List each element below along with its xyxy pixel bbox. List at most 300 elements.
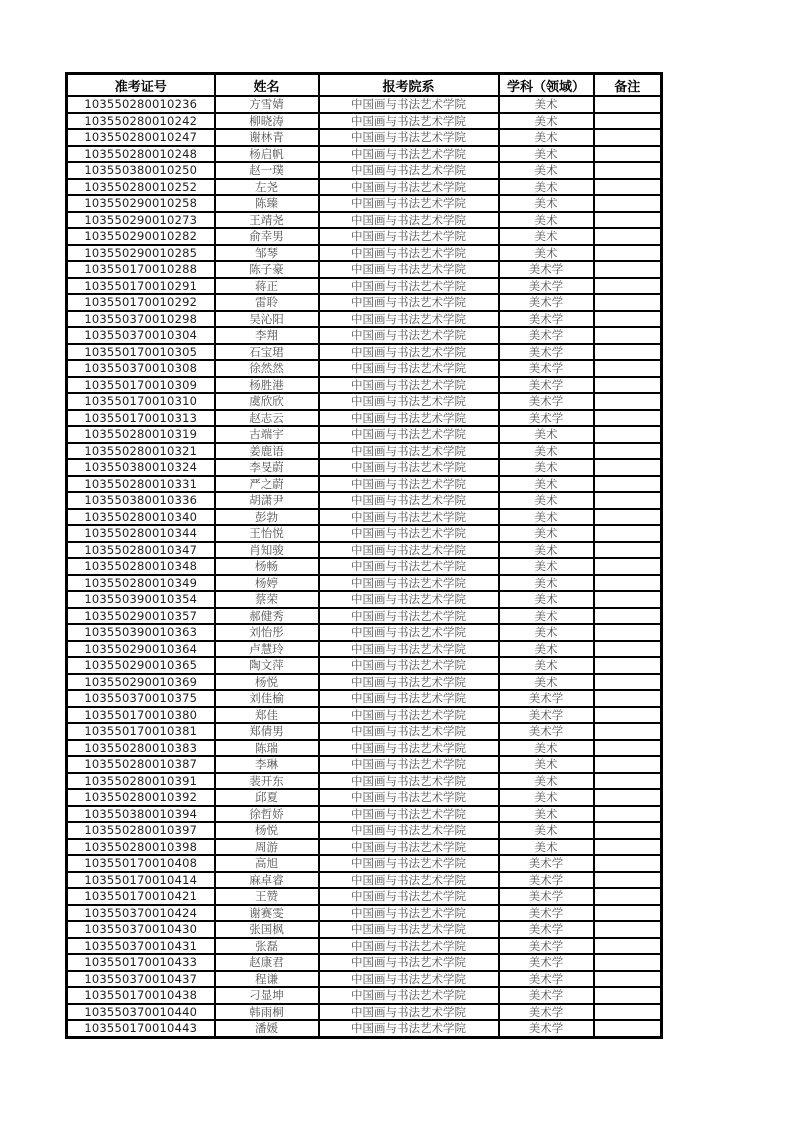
table-row <box>67 921 662 938</box>
subject-cell: 美术学 <box>499 393 594 410</box>
department-cell: 中国画与书法艺术学院 <box>319 839 499 856</box>
name-cell: 俞幸男 <box>215 228 319 245</box>
name-cell: 郑佳 <box>215 707 319 724</box>
remark-cell <box>594 872 662 889</box>
exam-id-cell: 103550170010305 <box>67 344 215 361</box>
exam-id-cell: 103550280010387 <box>67 756 215 773</box>
name-cell: 蒋正 <box>215 278 319 295</box>
department-cell: 中国画与书法艺术学院 <box>319 443 499 460</box>
exam-id-cell: 103550390010354 <box>67 591 215 608</box>
table-row <box>67 558 662 575</box>
department-cell: 中国画与书法艺术学院 <box>319 756 499 773</box>
exam-id-cell: 103550280010248 <box>67 146 215 163</box>
exam-id-cell: 103550280010349 <box>67 575 215 592</box>
subject-cell: 美术 <box>499 575 594 592</box>
table-row <box>67 690 662 707</box>
table-row <box>67 525 662 542</box>
exam-id-cell: 103550170010291 <box>67 278 215 295</box>
remark-cell <box>594 96 662 113</box>
remark-cell <box>594 641 662 658</box>
department-cell: 中国画与书法艺术学院 <box>319 377 499 394</box>
subject-cell: 美术 <box>499 839 594 856</box>
name-cell: 刘佳榆 <box>215 690 319 707</box>
table-row <box>67 971 662 988</box>
name-cell: 赵一璞 <box>215 162 319 179</box>
remark-cell <box>594 756 662 773</box>
subject-cell: 美术学 <box>499 294 594 311</box>
subject-cell: 美术学 <box>499 311 594 328</box>
exam-id-cell: 103550170010313 <box>67 410 215 427</box>
exam-id-cell: 103550170010414 <box>67 872 215 889</box>
subject-cell: 美术学 <box>499 690 594 707</box>
subject-cell: 美术学 <box>499 938 594 955</box>
remark-cell <box>594 146 662 163</box>
remark-cell <box>594 195 662 212</box>
exam-id-cell: 103550170010309 <box>67 377 215 394</box>
subject-cell: 美术学 <box>499 855 594 872</box>
remark-cell <box>594 1004 662 1021</box>
name-cell: 陈臻 <box>215 195 319 212</box>
name-cell: 杨胜港 <box>215 377 319 394</box>
name-cell: 左尧 <box>215 179 319 196</box>
remark-cell <box>594 971 662 988</box>
subject-cell: 美术学 <box>499 723 594 740</box>
name-cell: 赵志云 <box>215 410 319 427</box>
department-cell: 中国画与书法艺术学院 <box>319 690 499 707</box>
subject-cell: 美术 <box>499 624 594 641</box>
name-cell: 彭勃 <box>215 509 319 526</box>
table-row <box>67 624 662 641</box>
subject-cell: 美术 <box>499 179 594 196</box>
department-cell: 中国画与书法艺术学院 <box>319 228 499 245</box>
remark-cell <box>594 624 662 641</box>
exam-id-cell: 103550370010298 <box>67 311 215 328</box>
department-cell: 中国画与书法艺术学院 <box>319 245 499 262</box>
table-row <box>67 888 662 905</box>
table-row <box>67 756 662 773</box>
department-cell: 中国画与书法艺术学院 <box>319 360 499 377</box>
department-cell: 中国画与书法艺术学院 <box>319 707 499 724</box>
name-cell: 潘媛 <box>215 1020 319 1037</box>
table-row <box>67 542 662 559</box>
table-row <box>67 822 662 839</box>
remark-cell <box>594 443 662 460</box>
exam-id-cell: 103550380010250 <box>67 162 215 179</box>
subject-cell: 美术学 <box>499 261 594 278</box>
subject-cell: 美术学 <box>499 1020 594 1037</box>
table-row <box>67 344 662 361</box>
remark-cell <box>594 558 662 575</box>
subject-cell: 美术 <box>499 509 594 526</box>
name-cell: 肖知骏 <box>215 542 319 559</box>
subject-cell: 美术学 <box>499 278 594 295</box>
exam-id-cell: 103550380010324 <box>67 459 215 476</box>
header-exam-id: 准考证号 <box>67 74 215 97</box>
header-row <box>67 74 662 97</box>
remark-cell <box>594 278 662 295</box>
table-row <box>67 575 662 592</box>
department-cell: 中国画与书法艺术学院 <box>319 426 499 443</box>
exam-id-cell: 103550280010391 <box>67 773 215 790</box>
remark-cell <box>594 591 662 608</box>
exam-id-cell: 103550370010437 <box>67 971 215 988</box>
remark-cell <box>594 459 662 476</box>
table-row <box>67 212 662 229</box>
header-remark: 备注 <box>594 74 662 97</box>
subject-cell: 美术 <box>499 146 594 163</box>
department-cell: 中国画与书法艺术学院 <box>319 971 499 988</box>
name-cell: 蔡荣 <box>215 591 319 608</box>
department-cell: 中国画与书法艺术学院 <box>319 822 499 839</box>
remark-cell <box>594 509 662 526</box>
subject-cell: 美术 <box>499 591 594 608</box>
department-cell: 中国画与书法艺术学院 <box>319 855 499 872</box>
exam-id-cell: 103550370010304 <box>67 327 215 344</box>
table-row <box>67 294 662 311</box>
remark-cell <box>594 410 662 427</box>
subject-cell: 美术学 <box>499 360 594 377</box>
department-cell: 中国画与书法艺术学院 <box>319 327 499 344</box>
subject-cell: 美术 <box>499 96 594 113</box>
department-cell: 中国画与书法艺术学院 <box>319 1004 499 1021</box>
exam-id-cell: 103550170010381 <box>67 723 215 740</box>
name-cell: 卢慧玲 <box>215 641 319 658</box>
exam-id-cell: 103550280010397 <box>67 822 215 839</box>
department-cell: 中国画与书法艺术学院 <box>319 806 499 823</box>
table-row <box>67 492 662 509</box>
subject-cell: 美术 <box>499 608 594 625</box>
exam-id-cell: 103550370010431 <box>67 938 215 955</box>
subject-cell: 美术学 <box>499 888 594 905</box>
name-cell: 王赞 <box>215 888 319 905</box>
table-row <box>67 806 662 823</box>
exam-id-cell: 103550280010340 <box>67 509 215 526</box>
exam-id-cell: 103550370010308 <box>67 360 215 377</box>
header-name: 姓名 <box>215 74 319 97</box>
remark-cell <box>594 707 662 724</box>
table-row <box>67 129 662 146</box>
subject-cell: 美术 <box>499 245 594 262</box>
name-cell: 李琳 <box>215 756 319 773</box>
table-row <box>67 509 662 526</box>
subject-cell: 美术 <box>499 228 594 245</box>
department-cell: 中国画与书法艺术学院 <box>319 525 499 542</box>
department-cell: 中国画与书法艺术学院 <box>319 1020 499 1037</box>
exam-id-cell: 103550290010285 <box>67 245 215 262</box>
table-row <box>67 938 662 955</box>
subject-cell: 美术学 <box>499 872 594 889</box>
remark-cell <box>594 377 662 394</box>
exam-id-cell: 103550170010438 <box>67 987 215 1004</box>
remark-cell <box>594 789 662 806</box>
remark-cell <box>594 476 662 493</box>
remark-cell <box>594 806 662 823</box>
subject-cell: 美术 <box>499 773 594 790</box>
remark-cell <box>594 327 662 344</box>
table-row <box>67 443 662 460</box>
remark-cell <box>594 129 662 146</box>
name-cell: 严之蔚 <box>215 476 319 493</box>
subject-cell: 美术学 <box>499 344 594 361</box>
header-subject: 学科（领域） <box>499 74 594 97</box>
remark-cell <box>594 888 662 905</box>
table-row <box>67 855 662 872</box>
department-cell: 中国画与书法艺术学院 <box>319 921 499 938</box>
department-cell: 中国画与书法艺术学院 <box>319 674 499 691</box>
department-cell: 中国画与书法艺术学院 <box>319 195 499 212</box>
exam-id-cell: 103550170010443 <box>67 1020 215 1037</box>
remark-cell <box>594 987 662 1004</box>
remark-cell <box>594 938 662 955</box>
remark-cell <box>594 426 662 443</box>
name-cell: 虞欣欣 <box>215 393 319 410</box>
subject-cell: 美术学 <box>499 410 594 427</box>
remark-cell <box>594 179 662 196</box>
exam-id-cell: 103550280010319 <box>67 426 215 443</box>
table-row <box>67 360 662 377</box>
subject-cell: 美术 <box>499 558 594 575</box>
exam-id-cell: 103550280010348 <box>67 558 215 575</box>
exam-id-cell: 103550170010433 <box>67 954 215 971</box>
department-cell: 中国画与书法艺术学院 <box>319 162 499 179</box>
table-row <box>67 839 662 856</box>
exam-id-cell: 103550390010363 <box>67 624 215 641</box>
exam-id-cell: 103550290010273 <box>67 212 215 229</box>
name-cell: 刁显坤 <box>215 987 319 1004</box>
remark-cell <box>594 212 662 229</box>
table-row <box>67 311 662 328</box>
exam-id-cell: 103550280010331 <box>67 476 215 493</box>
table-row <box>67 377 662 394</box>
name-cell: 韩雨桐 <box>215 1004 319 1021</box>
name-cell: 张国枫 <box>215 921 319 938</box>
remark-cell <box>594 740 662 757</box>
name-cell: 高旭 <box>215 855 319 872</box>
table-row <box>67 228 662 245</box>
department-cell: 中国画与书法艺术学院 <box>319 113 499 130</box>
remark-cell <box>594 261 662 278</box>
department-cell: 中国画与书法艺术学院 <box>319 179 499 196</box>
remark-cell <box>594 690 662 707</box>
table-row <box>67 261 662 278</box>
exam-id-cell: 103550280010344 <box>67 525 215 542</box>
department-cell: 中国画与书法艺术学院 <box>319 459 499 476</box>
name-cell: 陈瑞 <box>215 740 319 757</box>
table-row <box>67 674 662 691</box>
exam-id-cell: 103550290010357 <box>67 608 215 625</box>
exam-id-cell: 103550170010380 <box>67 707 215 724</box>
name-cell: 古端宇 <box>215 426 319 443</box>
name-cell: 谢赛雯 <box>215 905 319 922</box>
remark-cell <box>594 1020 662 1037</box>
exam-id-cell: 103550170010292 <box>67 294 215 311</box>
name-cell: 胡潇尹 <box>215 492 319 509</box>
name-cell: 郝健秀 <box>215 608 319 625</box>
exam-id-cell: 103550280010252 <box>67 179 215 196</box>
remark-cell <box>594 162 662 179</box>
remark-cell <box>594 245 662 262</box>
remark-cell <box>594 360 662 377</box>
remark-cell <box>594 674 662 691</box>
department-cell: 中国画与书法艺术学院 <box>319 278 499 295</box>
table-row <box>67 162 662 179</box>
table-row <box>67 179 662 196</box>
remark-cell <box>594 954 662 971</box>
subject-cell: 美术 <box>499 212 594 229</box>
exam-id-cell: 103550170010421 <box>67 888 215 905</box>
table-row <box>67 723 662 740</box>
table-row <box>67 1020 662 1037</box>
table-row <box>67 96 662 113</box>
remark-cell <box>594 311 662 328</box>
department-cell: 中国画与书法艺术学院 <box>319 212 499 229</box>
name-cell: 方雪婧 <box>215 96 319 113</box>
header-department: 报考院系 <box>319 74 499 97</box>
remark-cell <box>594 542 662 559</box>
department-cell: 中国画与书法艺术学院 <box>319 657 499 674</box>
remark-cell <box>594 344 662 361</box>
exam-id-cell: 103550370010375 <box>67 690 215 707</box>
remark-cell <box>594 393 662 410</box>
subject-cell: 美术学 <box>499 954 594 971</box>
table-row <box>67 789 662 806</box>
exam-id-cell: 103550290010282 <box>67 228 215 245</box>
name-cell: 杨启帆 <box>215 146 319 163</box>
subject-cell: 美术 <box>499 525 594 542</box>
exam-id-cell: 103550170010288 <box>67 261 215 278</box>
name-cell: 周游 <box>215 839 319 856</box>
name-cell: 陶文萍 <box>215 657 319 674</box>
subject-cell: 美术 <box>499 162 594 179</box>
table-row <box>67 146 662 163</box>
name-cell: 杨悦 <box>215 674 319 691</box>
name-cell: 陈子豪 <box>215 261 319 278</box>
subject-cell: 美术学 <box>499 905 594 922</box>
department-cell: 中国画与书法艺术学院 <box>319 954 499 971</box>
remark-cell <box>594 773 662 790</box>
name-cell: 裴开东 <box>215 773 319 790</box>
exam-id-cell: 103550280010392 <box>67 789 215 806</box>
subject-cell: 美术 <box>499 789 594 806</box>
table-row <box>67 657 662 674</box>
department-cell: 中国画与书法艺术学院 <box>319 393 499 410</box>
remark-cell <box>594 839 662 856</box>
subject-cell: 美术学 <box>499 327 594 344</box>
table-row <box>67 476 662 493</box>
department-cell: 中国画与书法艺术学院 <box>319 146 499 163</box>
table-row <box>67 1004 662 1021</box>
table-row <box>67 608 662 625</box>
table-row <box>67 245 662 262</box>
department-cell: 中国画与书法艺术学院 <box>319 987 499 1004</box>
subject-cell: 美术 <box>499 113 594 130</box>
table-row <box>67 641 662 658</box>
name-cell: 王靖尧 <box>215 212 319 229</box>
subject-cell: 美术 <box>499 542 594 559</box>
exam-id-cell: 103550370010430 <box>67 921 215 938</box>
name-cell: 徐然然 <box>215 360 319 377</box>
table-row <box>67 327 662 344</box>
subject-cell: 美术学 <box>499 921 594 938</box>
table-row <box>67 393 662 410</box>
exam-id-cell: 103550380010336 <box>67 492 215 509</box>
table-row <box>67 459 662 476</box>
name-cell: 柳晓涛 <box>215 113 319 130</box>
name-cell: 雷聆 <box>215 294 319 311</box>
name-cell: 王怡悦 <box>215 525 319 542</box>
department-cell: 中国画与书法艺术学院 <box>319 129 499 146</box>
subject-cell: 美术 <box>499 476 594 493</box>
candidate-table-header <box>67 74 662 97</box>
department-cell: 中国画与书法艺术学院 <box>319 641 499 658</box>
table-row <box>67 278 662 295</box>
exam-id-cell: 103550170010408 <box>67 855 215 872</box>
name-cell: 李翔 <box>215 327 319 344</box>
table-row <box>67 113 662 130</box>
department-cell: 中国画与书法艺术学院 <box>319 492 499 509</box>
remark-cell <box>594 822 662 839</box>
exam-id-cell: 103550280010321 <box>67 443 215 460</box>
department-cell: 中国画与书法艺术学院 <box>319 476 499 493</box>
exam-id-cell: 103550380010394 <box>67 806 215 823</box>
name-cell: 邹琴 <box>215 245 319 262</box>
exam-id-cell: 103550280010247 <box>67 129 215 146</box>
subject-cell: 美术 <box>499 657 594 674</box>
exam-id-cell: 103550280010242 <box>67 113 215 130</box>
table-row <box>67 410 662 427</box>
subject-cell: 美术 <box>499 756 594 773</box>
exam-id-cell: 103550290010369 <box>67 674 215 691</box>
remark-cell <box>594 905 662 922</box>
name-cell: 杨悦 <box>215 822 319 839</box>
department-cell: 中国画与书法艺术学院 <box>319 773 499 790</box>
exam-id-cell: 103550290010364 <box>67 641 215 658</box>
department-cell: 中国画与书法艺术学院 <box>319 311 499 328</box>
subject-cell: 美术 <box>499 740 594 757</box>
name-cell: 赵康君 <box>215 954 319 971</box>
subject-cell: 美术 <box>499 459 594 476</box>
remark-cell <box>594 723 662 740</box>
remark-cell <box>594 608 662 625</box>
remark-cell <box>594 228 662 245</box>
department-cell: 中国画与书法艺术学院 <box>319 344 499 361</box>
remark-cell <box>594 657 662 674</box>
table-row <box>67 426 662 443</box>
exam-id-cell: 103550170010310 <box>67 393 215 410</box>
subject-cell: 美术学 <box>499 707 594 724</box>
exam-id-cell: 103550290010258 <box>67 195 215 212</box>
subject-cell: 美术学 <box>499 971 594 988</box>
remark-cell <box>594 525 662 542</box>
remark-cell <box>594 575 662 592</box>
department-cell: 中国画与书法艺术学院 <box>319 261 499 278</box>
exam-id-cell: 103550370010440 <box>67 1004 215 1021</box>
table-row <box>67 740 662 757</box>
name-cell: 郑倩男 <box>215 723 319 740</box>
subject-cell: 美术 <box>499 641 594 658</box>
candidate-table-body <box>67 96 662 1037</box>
name-cell: 杨婷 <box>215 575 319 592</box>
name-cell: 徐哲娇 <box>215 806 319 823</box>
subject-cell: 美术学 <box>499 377 594 394</box>
subject-cell: 美术 <box>499 426 594 443</box>
department-cell: 中国画与书法艺术学院 <box>319 624 499 641</box>
department-cell: 中国画与书法艺术学院 <box>319 789 499 806</box>
subject-cell: 美术 <box>499 195 594 212</box>
department-cell: 中国画与书法艺术学院 <box>319 723 499 740</box>
table-row <box>67 905 662 922</box>
table-row <box>67 987 662 1004</box>
